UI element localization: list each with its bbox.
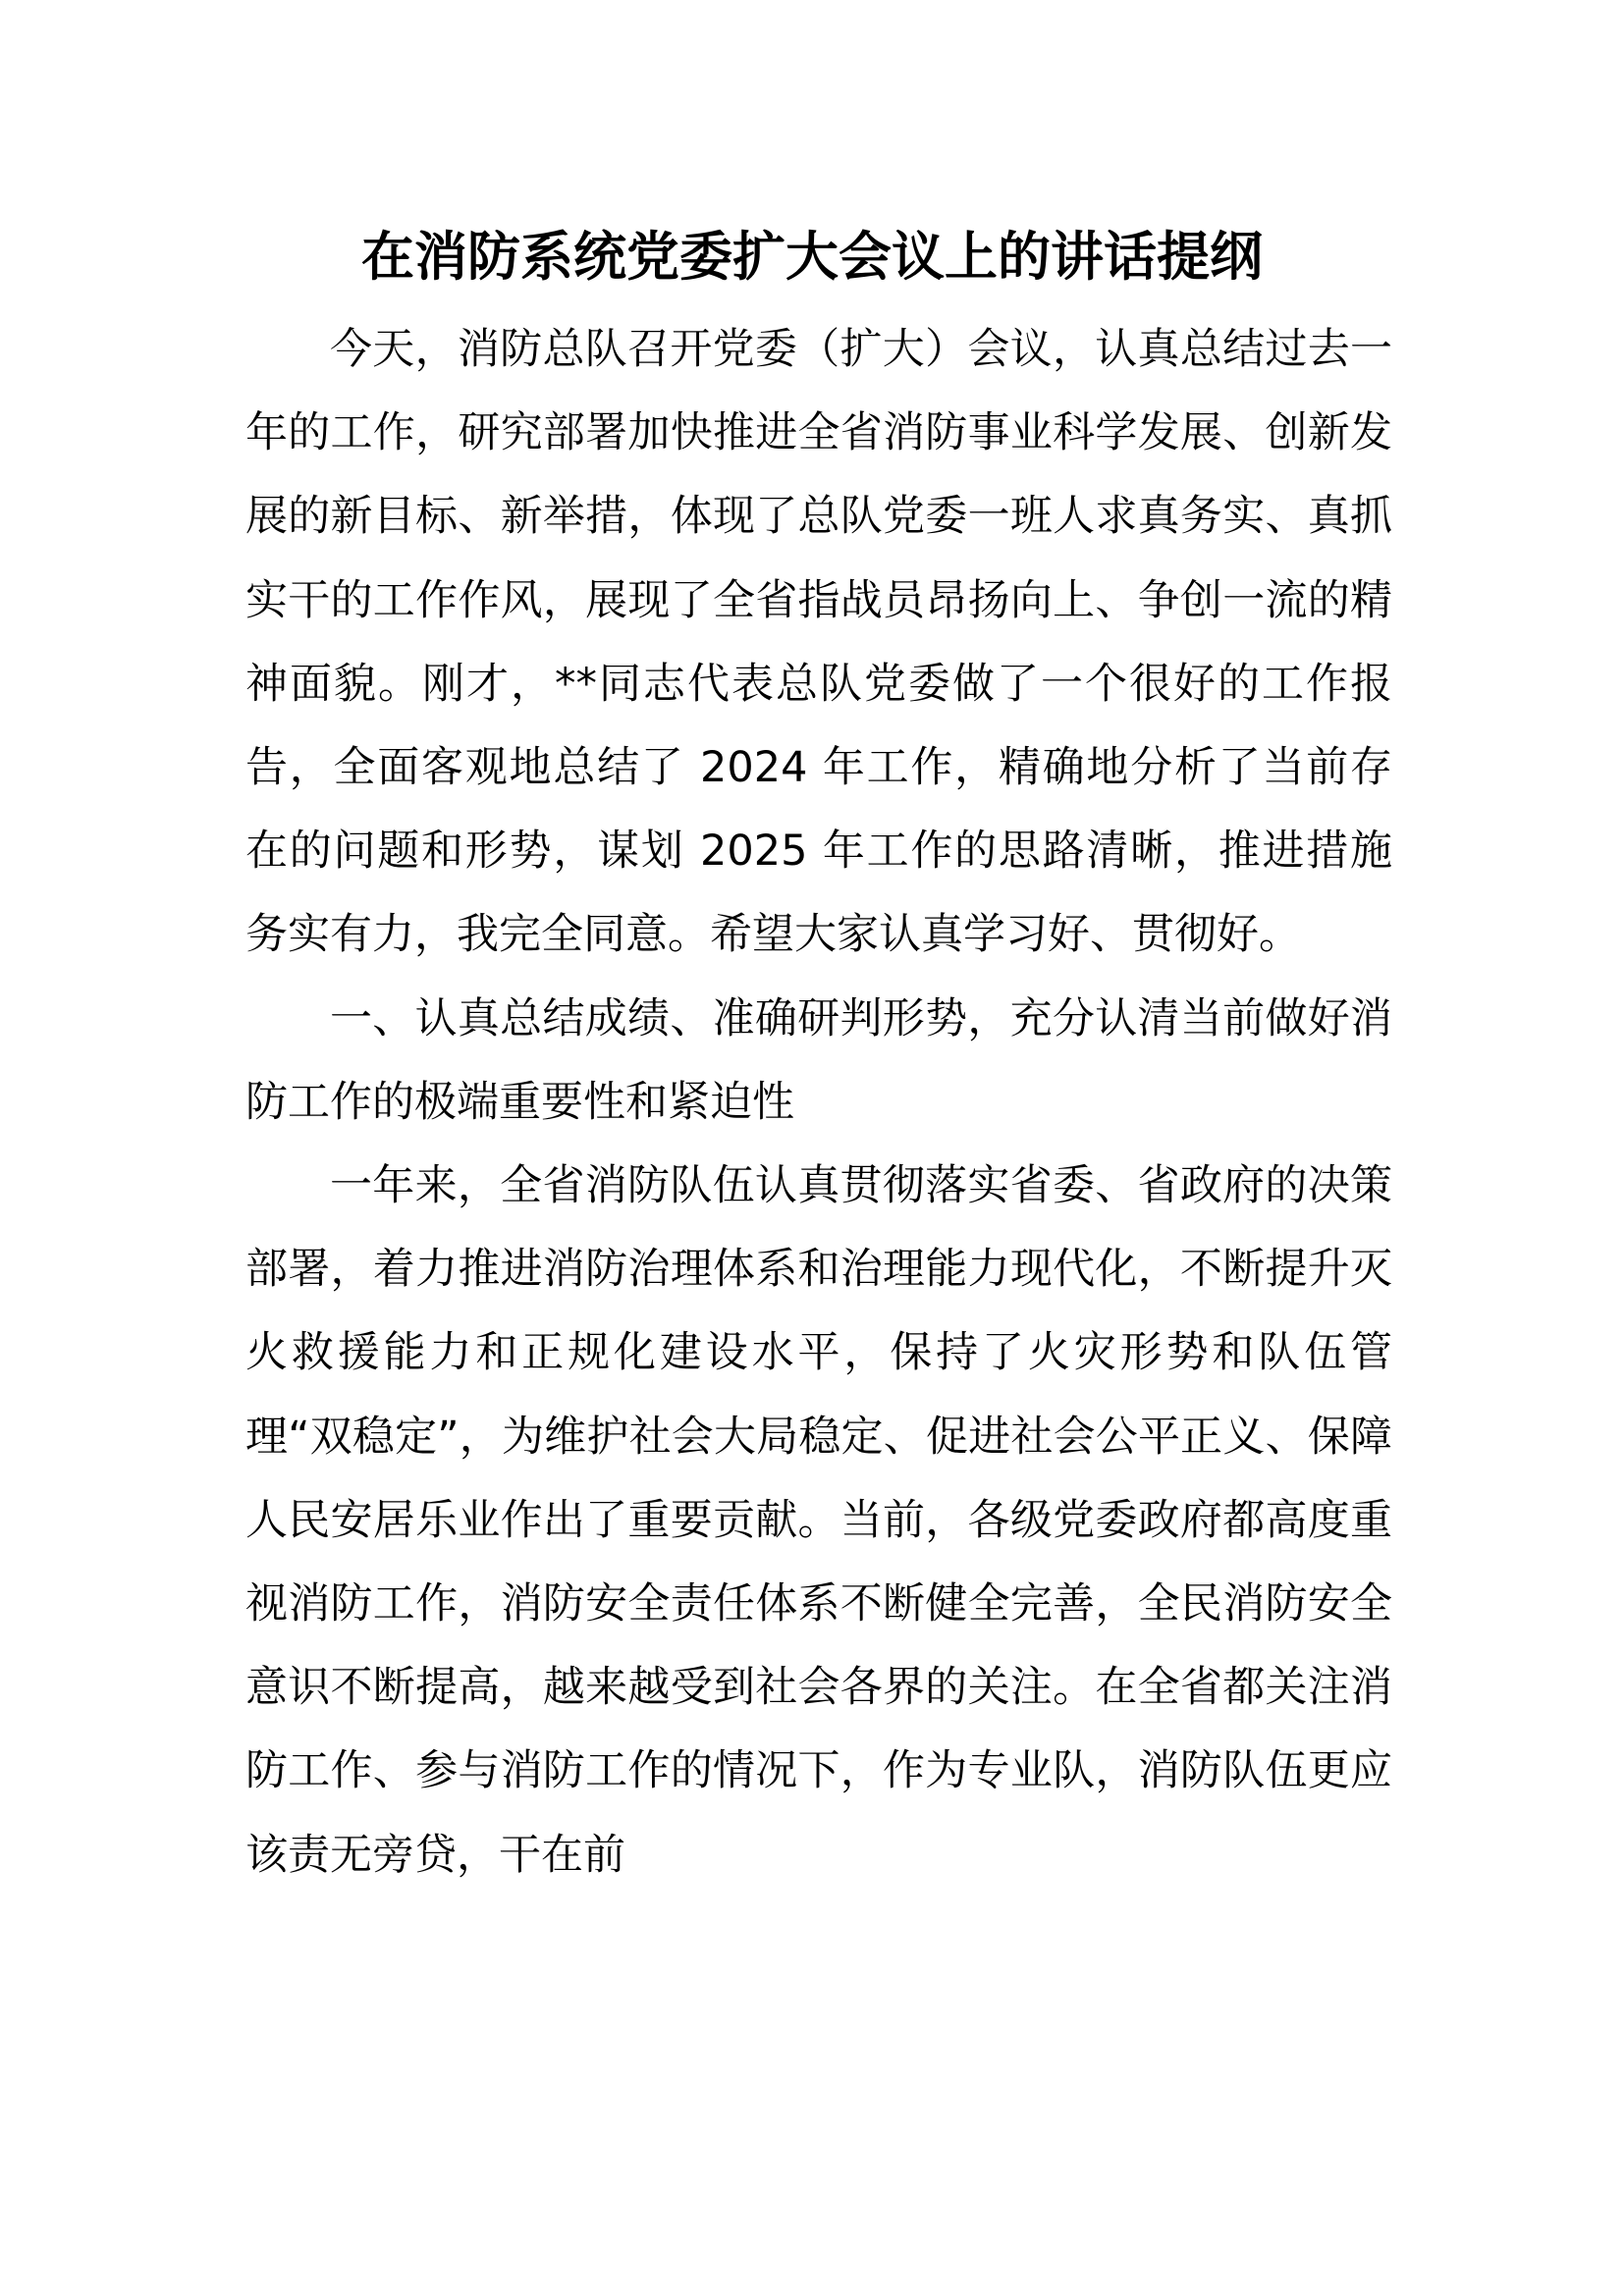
- paragraph-review: 一年来，全省消防队伍认真贯彻落实省委、省政府的决策部署，着力推进消防治理体系和治理能力现代化，不断提升灭火救援能力和正规化建设水平，保持了火灾形势和队伍管理“双稳定”，为维护社会大局稳定、促进社会公平正义、保障人民安居乐业作出了重要贡献。当前，各级党委政府都高度重视消防工作，消防安全责任体系不断健全完善，全民消防安全意识不断提高，越来越受到社会各界的关注。在全省都关注消防工作、参与消防工作的情况下，作为专业队，消防队伍更应该责无旁贷，干在前: [245, 1161, 1392, 1880]
- paragraph-opening: 今天，消防总队召开党委（扩大）会议，认真总结过去一年的工作，研究部署加快推进全省消防事业科学发展、创新发展的新目标、新举措，体现了总队党委一班人求真务实、真抓实干的工作作风，展现了全省指战员昂扬向上、争创一流的精神面貌。刚才，**同志代表总队党委做了一个很好的工作报告，全面客观地总结了 2024 年工作，精确地分析了当前存在的问题和形势，谋划 2025 年工作的思路清晰，推进措施务实有力，我完全同意。希望大家认真学习好、贯彻好。: [245, 325, 1392, 960]
- document-title: 在消防系统党委扩大会议上的讲话提纲: [361, 226, 1263, 288]
- section-heading-one: 一、认真总结成绩、准确研判形势，充分认清当前做好消防工作的极端重要性和紧迫性: [245, 993, 1392, 1127]
- document-body: [245, 308, 1392, 1897]
